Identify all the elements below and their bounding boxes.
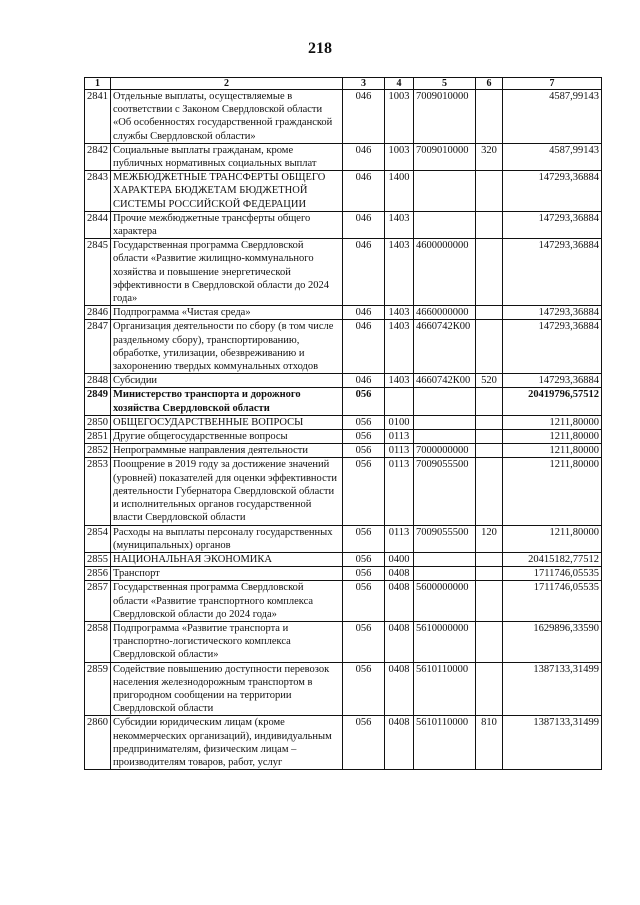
table-row — [85, 90, 602, 144]
target-article-cell: 5600000000 — [414, 581, 476, 622]
table-row — [85, 716, 602, 770]
row-name-cell: Подпрограмма «Развитие транспорта и транспортно-логистического комплекса Свердловской области» — [111, 621, 343, 662]
amount-cell: 147293,36884 — [503, 320, 602, 374]
table-row — [85, 525, 602, 552]
row-number-cell: 2857 — [85, 581, 111, 622]
row-number-cell: 2841 — [85, 90, 111, 144]
target-article-cell — [414, 388, 476, 415]
table-row — [85, 621, 602, 662]
ministry-code-cell: 056 — [343, 567, 385, 581]
amount-cell: 1711746,05535 — [503, 567, 602, 581]
row-number-cell: 2842 — [85, 143, 111, 170]
target-article-cell — [414, 211, 476, 238]
expense-type-cell — [476, 581, 503, 622]
table-header-row — [85, 78, 602, 90]
section-code-cell: 0408 — [385, 716, 414, 770]
row-name-cell: Отдельные выплаты, осуществляемые в соответствии с Законом Свердловской области «Об особенностях государственной гражданской службы Свердловской области» — [111, 90, 343, 144]
section-code-cell: 0113 — [385, 444, 414, 458]
row-name-cell: Государственная программа Свердловской области «Развитие транспортного комплекса Свердловской области до 2024 года» — [111, 581, 343, 622]
page-number: 218 — [308, 40, 332, 57]
amount-cell: 1211,80000 — [503, 415, 602, 429]
expense-type-cell — [476, 388, 503, 415]
row-number-cell: 2851 — [85, 430, 111, 444]
row-name-cell: Социальные выплаты гражданам, кроме публичных нормативных социальных выплат — [111, 143, 343, 170]
section-code-cell: 0408 — [385, 581, 414, 622]
table-row — [85, 552, 602, 566]
target-article-cell: 7009010000 — [414, 90, 476, 144]
row-name-cell: Поощрение в 2019 году за достижение значений (уровней) показателей для оценки эффективности деятельности Губернатора Свердловской области и исполнительных органов государственной власти Свердловской области — [111, 458, 343, 525]
section-code-cell: 1003 — [385, 143, 414, 170]
section-code-cell: 0408 — [385, 621, 414, 662]
row-number-cell: 2850 — [85, 415, 111, 429]
section-code-cell: 1403 — [385, 306, 414, 320]
column-header: 3 — [343, 78, 385, 90]
row-number-cell: 2848 — [85, 374, 111, 388]
expense-type-cell: 120 — [476, 525, 503, 552]
target-article-cell: 4660742К00 — [414, 374, 476, 388]
section-code-cell: 0400 — [385, 552, 414, 566]
amount-cell: 1387133,31499 — [503, 662, 602, 716]
target-article-cell: 7009055500 — [414, 525, 476, 552]
ministry-code-cell: 046 — [343, 211, 385, 238]
row-number-cell: 2853 — [85, 458, 111, 525]
ministry-code-cell: 046 — [343, 90, 385, 144]
table-row — [85, 430, 602, 444]
column-header: 6 — [476, 78, 503, 90]
target-article-cell: 4660000000 — [414, 306, 476, 320]
row-number-cell: 2844 — [85, 211, 111, 238]
ministry-code-cell: 046 — [343, 374, 385, 388]
ministry-code-cell: 046 — [343, 143, 385, 170]
table-row — [85, 143, 602, 170]
ministry-code-cell: 056 — [343, 716, 385, 770]
target-article-cell: 5610110000 — [414, 662, 476, 716]
row-name-cell: Субсидии юридическим лицам (кроме некоммерческих организаций), индивидуальным предпринимателям, физическим лицам – производителям товаров, работ, услуг — [111, 716, 343, 770]
expense-type-cell — [476, 320, 503, 374]
amount-cell: 1211,80000 — [503, 430, 602, 444]
expense-type-cell — [476, 662, 503, 716]
table-row — [85, 171, 602, 212]
target-article-cell: 7000000000 — [414, 444, 476, 458]
ministry-code-cell: 056 — [343, 662, 385, 716]
amount-cell: 147293,36884 — [503, 239, 602, 306]
expense-type-cell — [476, 552, 503, 566]
ministry-code-cell: 056 — [343, 552, 385, 566]
row-name-cell: Подпрограмма «Чистая среда» — [111, 306, 343, 320]
amount-cell: 1387133,31499 — [503, 716, 602, 770]
section-code-cell: 1403 — [385, 320, 414, 374]
expense-type-cell: 320 — [476, 143, 503, 170]
amount-cell: 20415182,77512 — [503, 552, 602, 566]
table-row — [85, 581, 602, 622]
ministry-code-cell: 056 — [343, 388, 385, 415]
section-code-cell — [385, 388, 414, 415]
amount-cell: 4587,99143 — [503, 143, 602, 170]
row-number-cell: 2843 — [85, 171, 111, 212]
ministry-code-cell: 046 — [343, 306, 385, 320]
amount-cell: 147293,36884 — [503, 374, 602, 388]
row-number-cell: 2855 — [85, 552, 111, 566]
ministry-code-cell: 056 — [343, 621, 385, 662]
amount-cell: 147293,36884 — [503, 211, 602, 238]
row-number-cell: 2858 — [85, 621, 111, 662]
row-number-cell: 2847 — [85, 320, 111, 374]
section-code-cell: 1403 — [385, 211, 414, 238]
target-article-cell — [414, 430, 476, 444]
ministry-code-cell: 056 — [343, 458, 385, 525]
column-header: 5 — [414, 78, 476, 90]
expense-type-cell — [476, 239, 503, 306]
amount-cell: 4587,99143 — [503, 90, 602, 144]
expense-type-cell — [476, 458, 503, 525]
target-article-cell — [414, 567, 476, 581]
target-article-cell — [414, 415, 476, 429]
section-code-cell: 1403 — [385, 239, 414, 306]
amount-cell: 1211,80000 — [503, 444, 602, 458]
target-article-cell: 5610110000 — [414, 716, 476, 770]
expense-type-cell: 810 — [476, 716, 503, 770]
section-code-cell: 0408 — [385, 567, 414, 581]
table-row — [85, 320, 602, 374]
amount-cell: 147293,36884 — [503, 171, 602, 212]
ministry-code-cell: 056 — [343, 415, 385, 429]
table-row — [85, 239, 602, 306]
expense-type-cell — [476, 444, 503, 458]
table-row — [85, 306, 602, 320]
amount-cell: 1711746,05535 — [503, 581, 602, 622]
section-code-cell: 0113 — [385, 525, 414, 552]
amount-cell: 147293,36884 — [503, 306, 602, 320]
column-header: 7 — [503, 78, 602, 90]
row-number-cell: 2849 — [85, 388, 111, 415]
table-row — [85, 662, 602, 716]
row-name-cell: Организация деятельности по сбору (в том числе раздельному сбору), транспортированию, обработке, утилизации, обезвреживанию и захоронению твердых коммунальных отходов — [111, 320, 343, 374]
amount-cell: 1629896,33590 — [503, 621, 602, 662]
table-row — [85, 444, 602, 458]
row-number-cell: 2859 — [85, 662, 111, 716]
ministry-code-cell: 056 — [343, 581, 385, 622]
table-row — [85, 415, 602, 429]
column-header: 4 — [385, 78, 414, 90]
table-row — [85, 374, 602, 388]
section-code-cell: 0113 — [385, 430, 414, 444]
row-name-cell: Субсидии — [111, 374, 343, 388]
section-code-cell: 1400 — [385, 171, 414, 212]
expense-type-cell — [476, 415, 503, 429]
row-name-cell: Другие общегосударственные вопросы — [111, 430, 343, 444]
row-name-cell: МЕЖБЮДЖЕТНЫЕ ТРАНСФЕРТЫ ОБЩЕГО ХАРАКТЕРА БЮДЖЕТАМ БЮДЖЕТНОЙ СИСТЕМЫ РОССИЙСКОЙ ФЕДЕРАЦИИ — [111, 171, 343, 212]
expense-type-cell — [476, 306, 503, 320]
section-code-cell: 0408 — [385, 662, 414, 716]
target-article-cell: 4660742К00 — [414, 320, 476, 374]
expense-type-cell: 520 — [476, 374, 503, 388]
ministry-code-cell: 046 — [343, 320, 385, 374]
ministry-code-cell: 056 — [343, 525, 385, 552]
ministry-code-cell: 056 — [343, 430, 385, 444]
row-number-cell: 2860 — [85, 716, 111, 770]
section-code-cell: 0113 — [385, 458, 414, 525]
target-article-cell — [414, 171, 476, 212]
row-number-cell: 2854 — [85, 525, 111, 552]
table-row — [85, 458, 602, 525]
amount-cell: 1211,80000 — [503, 525, 602, 552]
row-name-cell: Расходы на выплаты персоналу государственных (муниципальных) органов — [111, 525, 343, 552]
row-name-cell: Государственная программа Свердловской области «Развитие жилищно-коммунального хозяйства и повышение энергетической эффективности в Свердловской области до 2024 года» — [111, 239, 343, 306]
ministry-code-cell: 056 — [343, 444, 385, 458]
row-number-cell: 2846 — [85, 306, 111, 320]
target-article-cell: 4600000000 — [414, 239, 476, 306]
ministry-code-cell: 046 — [343, 239, 385, 306]
row-name-cell: Министерство транспорта и дорожного хозяйства Свердловской области — [111, 388, 343, 415]
amount-cell: 1211,80000 — [503, 458, 602, 525]
amount-cell: 20419796,57512 — [503, 388, 602, 415]
expense-type-cell — [476, 430, 503, 444]
target-article-cell — [414, 552, 476, 566]
section-code-cell: 1003 — [385, 90, 414, 144]
section-code-cell: 0100 — [385, 415, 414, 429]
target-article-cell: 7009010000 — [414, 143, 476, 170]
table-row — [85, 211, 602, 238]
row-number-cell: 2852 — [85, 444, 111, 458]
expense-type-cell — [476, 621, 503, 662]
ministry-code-cell: 046 — [343, 171, 385, 212]
budget-table — [84, 77, 602, 770]
table-row — [85, 567, 602, 581]
row-name-cell: ОБЩЕГОСУДАРСТВЕННЫЕ ВОПРОСЫ — [111, 415, 343, 429]
row-name-cell: Непрограммные направления деятельности — [111, 444, 343, 458]
target-article-cell: 5610000000 — [414, 621, 476, 662]
section-code-cell: 1403 — [385, 374, 414, 388]
target-article-cell: 7009055500 — [414, 458, 476, 525]
row-name-cell: Прочие межбюджетные трансферты общего характера — [111, 211, 343, 238]
table-row — [85, 388, 602, 415]
row-number-cell: 2845 — [85, 239, 111, 306]
expense-type-cell — [476, 90, 503, 144]
row-name-cell: Транспорт — [111, 567, 343, 581]
row-number-cell: 2856 — [85, 567, 111, 581]
expense-type-cell — [476, 567, 503, 581]
expense-type-cell — [476, 171, 503, 212]
row-name-cell: Содействие повышению доступности перевозок населения железнодорожным транспортом в пригородном сообщении на территории Свердловской области — [111, 662, 343, 716]
column-header: 2 — [111, 78, 343, 90]
row-name-cell: НАЦИОНАЛЬНАЯ ЭКОНОМИКА — [111, 552, 343, 566]
column-header: 1 — [85, 78, 111, 90]
expense-type-cell — [476, 211, 503, 238]
